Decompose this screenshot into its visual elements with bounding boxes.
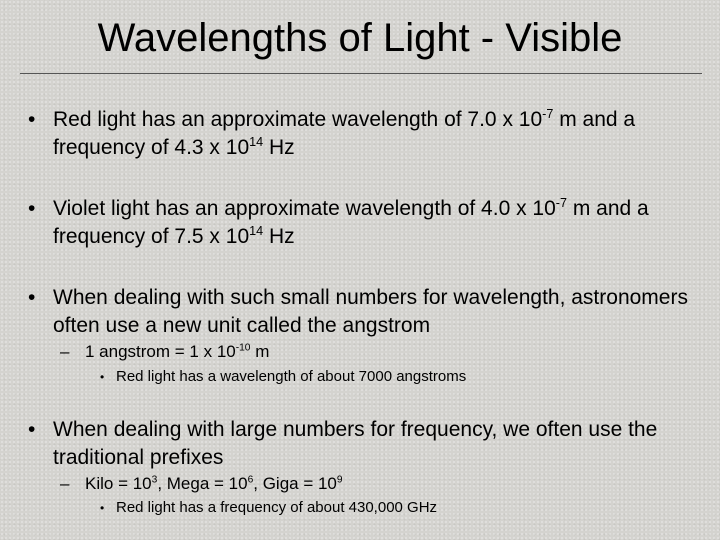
bullet-icon: • xyxy=(100,370,105,384)
sub-sub-bullet-red-ghz xyxy=(100,498,700,518)
sub-bullet-prefix-list xyxy=(60,473,700,495)
sub-text-part: 1 angstrom = 1 x 10 xyxy=(85,342,236,361)
note-text: Red light has a frequency of about 430,000 GHz xyxy=(116,499,438,516)
exponent: 3 xyxy=(151,474,158,486)
bullet-icon: • xyxy=(100,501,105,515)
exponent: 9 xyxy=(336,474,343,486)
bullet-angstrom xyxy=(28,284,698,340)
sub-text-part: Kilo = 10 xyxy=(85,474,152,493)
note-text: Red light has a wavelength of about 7000 angstroms xyxy=(116,368,467,385)
exponent: 6 xyxy=(247,474,254,486)
title-divider xyxy=(20,73,702,74)
bullet-text-part: Violet light has an approximate wavelength of 4.0 x 10 xyxy=(53,197,556,220)
sub-bullet-text xyxy=(85,473,700,495)
sub-bullet-text xyxy=(85,341,700,363)
bullet-icon: • xyxy=(28,418,36,441)
sub-sub-bullet-red-angstroms xyxy=(100,367,700,387)
sub-text-part: m xyxy=(250,342,270,361)
bullet-text-part: m and a frequency of 4.3 x 10 xyxy=(53,108,636,159)
bullet-text-part: Red light has an approximate wavelength of 7.0 x 10 xyxy=(53,108,543,131)
dash-icon: – xyxy=(60,342,70,361)
exponent: 14 xyxy=(249,224,264,238)
exponent: -10 xyxy=(235,342,251,354)
exponent: 14 xyxy=(249,135,264,149)
slide-title: Wavelengths of Light - Visible xyxy=(97,16,623,60)
bullet-text xyxy=(53,195,698,251)
bullet-icon: • xyxy=(28,286,36,309)
bullet-text xyxy=(53,106,698,162)
bullet-text-part: Hz xyxy=(263,136,295,159)
sub-text-part: , Mega = 10 xyxy=(157,474,248,493)
dash-icon: – xyxy=(60,474,70,493)
bullet-icon: • xyxy=(28,197,36,220)
exponent: -7 xyxy=(542,107,554,121)
sub-text-part: , Giga = 10 xyxy=(253,474,337,493)
sub-bullet-angstrom-definition xyxy=(60,341,700,363)
bullet-text-part: Hz xyxy=(263,225,295,248)
bullet-violet-light xyxy=(28,195,698,251)
bullet-prefixes xyxy=(28,416,698,472)
bullet-text: When dealing with such small numbers for wavelength, astronomers often use a new unit called the angstrom xyxy=(53,286,688,337)
bullet-red-light xyxy=(28,106,698,162)
bullet-text-part: m and a frequency of 7.5 x 10 xyxy=(53,197,649,248)
exponent: -7 xyxy=(555,196,567,210)
bullet-text: When dealing with large numbers for frequency, we often use the traditional prefixes xyxy=(53,418,658,469)
bullet-icon: • xyxy=(28,108,36,131)
